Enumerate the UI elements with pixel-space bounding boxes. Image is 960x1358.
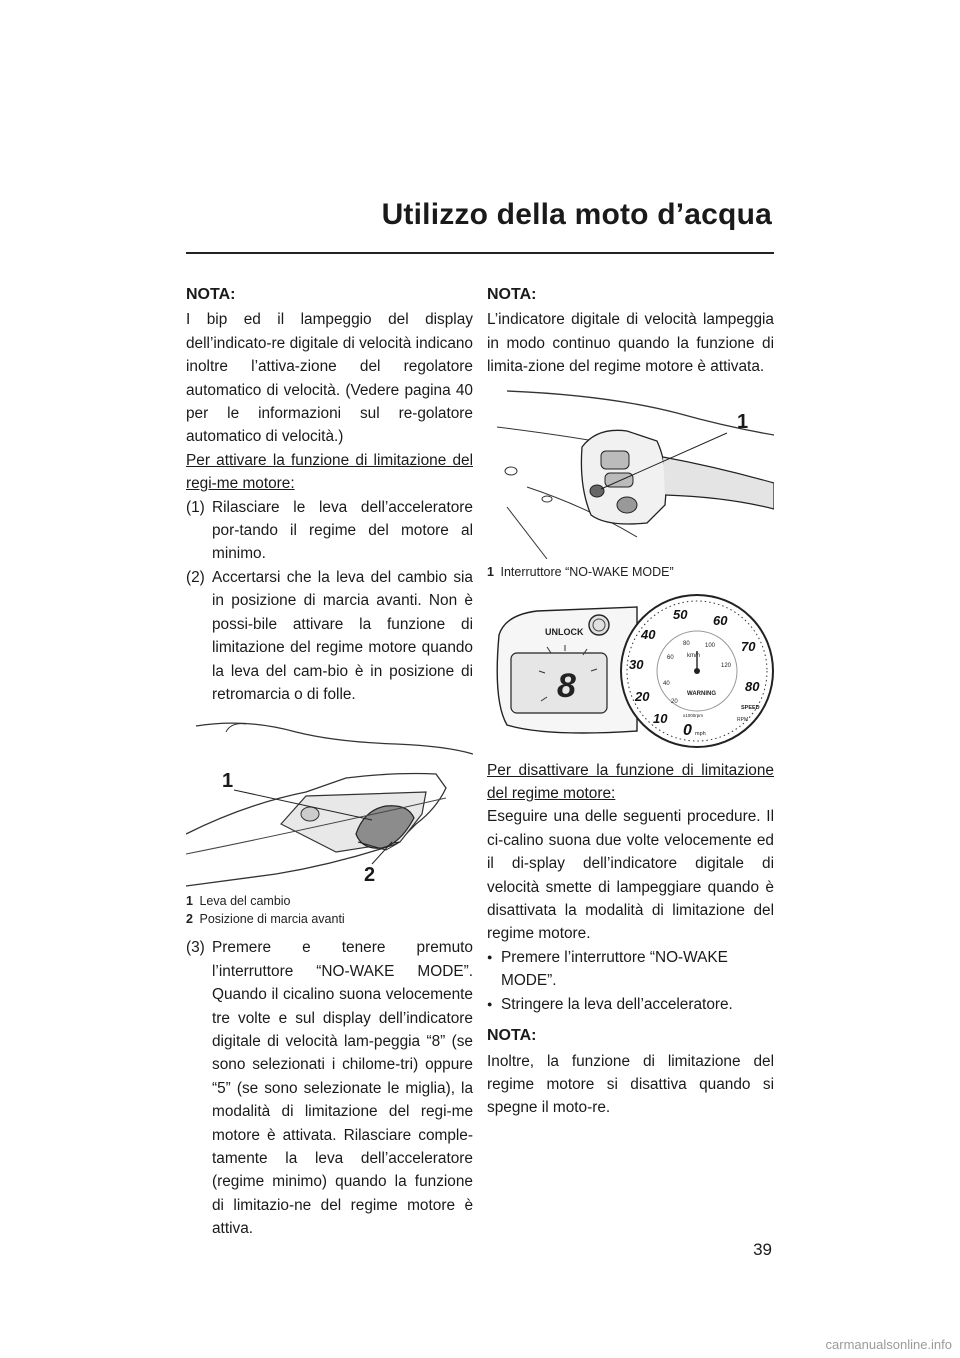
speed-label: SPEED	[741, 704, 760, 711]
kmh-unit: km/h	[687, 652, 701, 659]
tick-10: 10	[653, 710, 668, 726]
caption-text: Posizione di marcia avanti	[199, 912, 345, 927]
activate-heading: Per attivare la funzione di limitazione del regi-me motore:	[186, 451, 473, 493]
caption-text: Leva del cambio	[199, 894, 291, 909]
page-number: 39	[753, 1240, 772, 1259]
step-number: (3)	[186, 939, 205, 957]
left-column	[186, 283, 473, 1241]
deactivate-heading: Per disattivare la funzione di limitazione del regime motore:	[487, 761, 774, 803]
small-tick-100: 100	[705, 642, 716, 649]
tick-30: 30	[629, 656, 644, 672]
watermark: carmanualsonline.info	[825, 1337, 952, 1352]
callout-2: 2	[364, 864, 376, 887]
note-text: Inoltre, la funzione di limitazione del regime motore si disattiva quando si spegne il moto-re.	[487, 1052, 774, 1117]
unlock-label: UNLOCK	[545, 626, 584, 637]
shift-lever-figure	[186, 714, 473, 888]
note-text: I bip ed il lampeggio del display dell’indicato-re digitale di velocità indicano inoltre l’attiva-zione del regolatore automatico di velocità. (Vedere pagina 40 per le informazioni sul re-golatore automatico di velocità.)	[186, 311, 473, 446]
step-2	[186, 566, 473, 706]
step-text: Rilasciare le leva dell’acceleratore por-tando il regime del motore al minimo.	[212, 498, 473, 563]
step-text: Accertarsi che la leva del cambio sia in posizione di marcia avanti. Non è possi-bile attivare la funzione di limitazione del regime motore quando la leva del cam-bio è in posizione di retromarcia o di folle.	[212, 568, 473, 703]
tick-80: 80	[745, 678, 760, 694]
caption-text: Interruttore “NO-WAKE MODE”	[500, 564, 674, 579]
figure-caption-1	[487, 563, 774, 581]
note-text: L’indicatore digitale di velocità lampeggia in modo continuo quando la funzione di limita-zione del regime motore è attivata.	[487, 311, 774, 376]
small-tick-60: 60	[667, 654, 674, 661]
note-label: NOTA:	[487, 1027, 537, 1045]
header-divider	[186, 252, 774, 254]
callout-1: 1	[222, 770, 234, 793]
unlock-button	[589, 615, 609, 635]
caption-number: 1	[487, 564, 494, 579]
caption-number: 1	[186, 894, 193, 909]
no-wake-switch-figure	[487, 387, 774, 559]
odometer-unit: mph	[695, 730, 706, 737]
step-1	[186, 496, 473, 566]
handlebar-switch-illustration	[487, 387, 774, 559]
step-3	[186, 936, 473, 1240]
warning-label: WARNING	[687, 690, 716, 697]
rpm-label: RPM	[737, 716, 749, 723]
step-text: Premere e tenere premuto l’interruttore “NO-WAKE MODE”. Quando il cicalino suona velocemente tre volte e sul display dell’indicatore digitale di velocità lam-peggia “8” (se sono selezionati i chilome-tri) oppure “5” (se sono selezionate le miglia), la modalità di limitazione del regi-me motore è attivata. Rilasciare comple-tamente la leva dell’acceleratore (regime minimo) quando la funzione di limitazio-ne del regime motore è attiva.	[212, 939, 473, 1238]
tick-60: 60	[713, 612, 728, 628]
small-tick-20: 20	[671, 698, 678, 705]
small-tick-40: 40	[663, 680, 670, 687]
rpm-unit: x1000rpm	[683, 712, 704, 718]
figure-caption-2	[186, 910, 473, 928]
page-title: Utilizzo della moto d’acqua	[381, 198, 772, 231]
note-label: NOTA:	[487, 286, 537, 303]
tick-70: 70	[741, 638, 756, 654]
shift-lever-illustration	[186, 714, 473, 888]
speedometer-illustration	[487, 591, 774, 751]
tick-40: 40	[641, 626, 656, 642]
right-column	[487, 283, 774, 1120]
small-tick-80: 80	[683, 640, 690, 647]
display-digit: 8	[557, 666, 576, 705]
tick-50: 50	[673, 606, 688, 622]
deactivate-text: Eseguire una delle seguenti procedure. Il ci-calino suona due volte velocemente ed il di-splay dell’indicatore digitale di velocità smette di lampeggiare quando è disattivata la modalità di limitazione del regime motore.	[487, 808, 774, 943]
caption-number: 2	[186, 912, 193, 927]
callout-1: 1	[737, 410, 749, 433]
bullet-item: ● Stringere la leva dell’acceleratore.	[487, 993, 774, 1016]
step-number: (1)	[186, 498, 205, 516]
bullet-item: ● Premere l’interruttore “NO-WAKE MODE”.	[487, 946, 774, 993]
note-label: NOTA:	[186, 286, 236, 303]
odometer-value: 0	[683, 721, 692, 739]
tick-20: 20	[635, 688, 650, 704]
step-number: (2)	[186, 568, 205, 586]
figure-caption-1	[186, 892, 473, 910]
small-tick-120: 120	[721, 662, 732, 669]
